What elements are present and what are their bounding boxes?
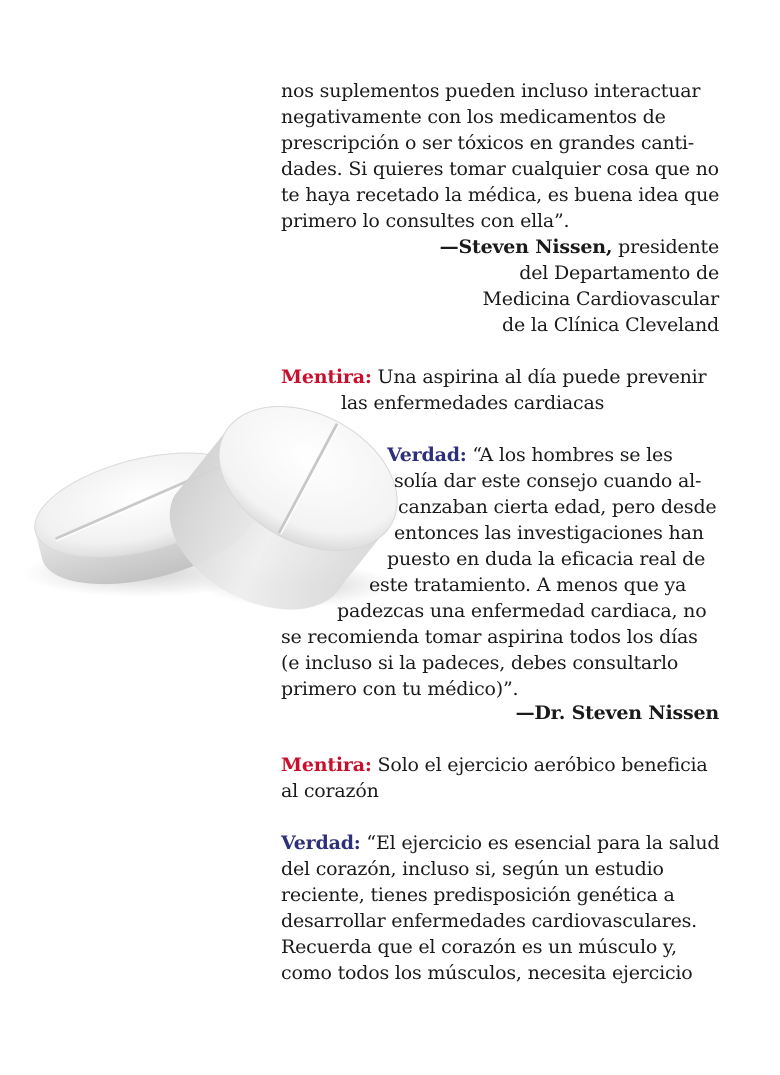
truth-1-line-6: este tratamiento. A menos que ya	[369, 574, 687, 596]
myth-1-text: Una aspirina al día puede prevenir	[371, 366, 707, 388]
truth-1-line-4: entonces las investigaciones han	[394, 522, 704, 544]
truth-1-line-2: solía dar este consejo cuando al-	[394, 470, 702, 492]
truth-1-line-1	[387, 442, 673, 468]
attribution-dash: —	[439, 236, 459, 258]
truth-1-attribution: —Dr. Steven Nissen	[515, 702, 719, 724]
truth-1-line-3: canzaban cierta edad, pero desde	[398, 496, 717, 518]
myth-1-line-1	[281, 364, 706, 390]
myth-1-label: Mentira:	[281, 366, 372, 388]
truth-1-label: Verdad:	[387, 444, 467, 466]
truth-1-line-9: (e incluso si la padeces, debes consultarlo	[281, 652, 679, 674]
truth-2-line-4: desarrollar enfermedades cardiovasculares.	[281, 910, 698, 932]
truth-1-line-5: puesto en duda la eficacia real de	[387, 548, 706, 570]
truth-2-line-6: como todos los músculos, necesita ejercicio	[281, 962, 693, 984]
intro-line-5: te haya recetado la médica, es buena idea que	[281, 184, 720, 206]
truth-1-line-10: primero con tu médico)”.	[281, 678, 519, 700]
truth-2-line-3: reciente, tienes predisposición genética a	[281, 884, 675, 906]
truth-1-line-8: se recomienda tomar aspirina todos los días	[281, 626, 698, 648]
truth-1-opening: “A los hombres se les	[466, 444, 673, 466]
attribution-line-2: del Departamento de	[519, 262, 719, 284]
attribution-line-3: Medicina Cardiovascular	[482, 288, 719, 310]
intro-line-6: primero lo consultes con ella”.	[281, 210, 570, 232]
truth-2-label: Verdad:	[281, 832, 361, 854]
myth-2-line-2: al corazón	[281, 780, 379, 802]
myth-2-text: Solo el ejercicio aeróbico beneficia	[371, 754, 708, 776]
myth-2-line-1	[281, 752, 708, 778]
truth-2-opening: “El ejercicio es esencial para la salud	[360, 832, 720, 854]
intro-line-2: negativamente con los medicamentos de	[281, 106, 666, 128]
truth-2-line-5: Recuerda que el corazón es un músculo y,	[281, 936, 677, 958]
truth-1-line-7: padezcas una enfermedad cardiaca, no	[337, 600, 707, 622]
intro-line-3: prescripción o ser tóxicos en grandes canti-	[281, 132, 695, 154]
attribution-name: Steven Nissen,	[458, 236, 613, 258]
attribution-role: presidente	[612, 236, 719, 258]
attribution-line-4: de la Clínica Cleveland	[502, 314, 719, 336]
intro-line-1: nos suplementos pueden incluso interactuar	[281, 80, 701, 102]
aspirin-tablets-illustration	[22, 395, 402, 610]
attribution-line-1	[440, 234, 719, 260]
truth-2-line-1	[281, 830, 719, 856]
intro-line-4: dades. Si quieres tomar cualquier cosa que no	[281, 158, 719, 180]
myth-1-line-2: las enfermedades cardiacas	[341, 392, 605, 414]
truth-2-line-2: del corazón, incluso si, según un estudio	[281, 858, 664, 880]
myth-2-label: Mentira:	[281, 754, 372, 776]
